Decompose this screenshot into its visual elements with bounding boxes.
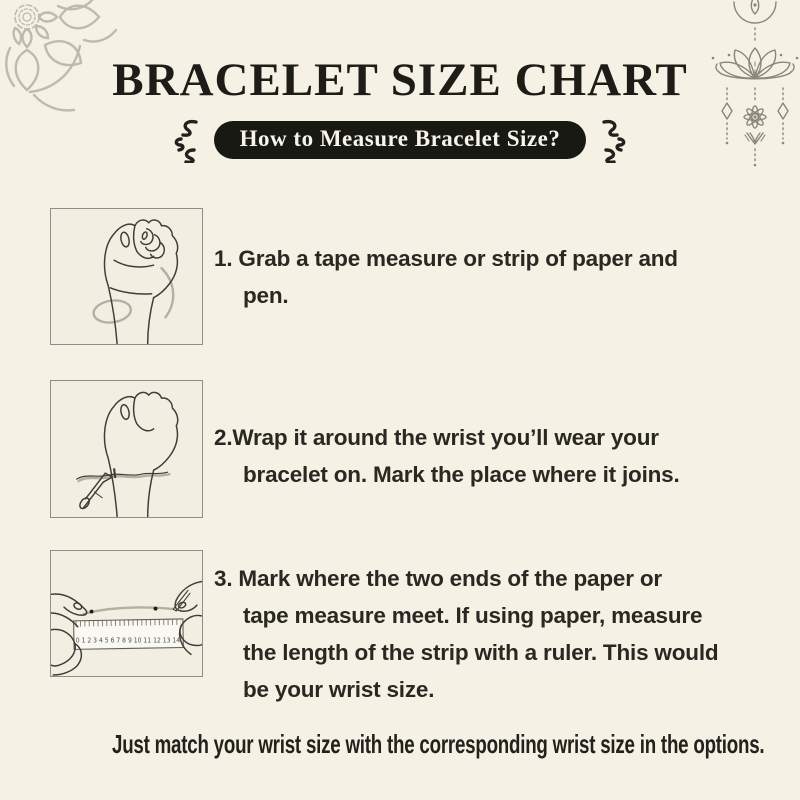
step3-line2: tape measure meet. If using paper, measure	[243, 603, 703, 628]
hands-with-ruler-icon	[51, 551, 202, 676]
step1-line1: 1. Grab a tape measure or strip of paper and	[214, 246, 678, 271]
step3-line3: the length of the strip with a ruler. This would	[243, 640, 719, 665]
step1-illustration-box	[50, 208, 203, 345]
squiggle-right-icon	[598, 117, 630, 163]
step2-illustration-box	[50, 380, 203, 518]
squiggle-left-icon	[170, 117, 202, 163]
step2-line1: 2.Wrap it around the wrist you’ll wear your	[214, 425, 659, 450]
fist-hand-marking-wrist-icon	[51, 381, 202, 517]
badge-row	[0, 117, 800, 163]
measure-question-badge: How to Measure Bracelet Size?	[214, 121, 587, 159]
fist-hand-with-bracelet-icon	[51, 209, 202, 344]
step2-line2: bracelet on. Mark the place where it joins.	[243, 462, 680, 487]
step2-text	[214, 419, 780, 493]
page-title: BRACELET SIZE CHART	[112, 54, 688, 106]
step3-line4: be your wrist size.	[243, 677, 435, 702]
footer-note: Just match your wrist size with the corresponding wrist size in the options.	[112, 729, 765, 759]
ruler-numbers: 0 1 2 3 4 5 6 7 8 9 10 11 12 13 14	[75, 636, 181, 645]
step3-line1: 3. Mark where the two ends of the paper or	[214, 566, 662, 591]
step3-illustration-box	[50, 550, 203, 677]
step1-line2: pen.	[243, 283, 289, 308]
step3-text	[214, 560, 780, 708]
step1-text	[214, 240, 780, 314]
